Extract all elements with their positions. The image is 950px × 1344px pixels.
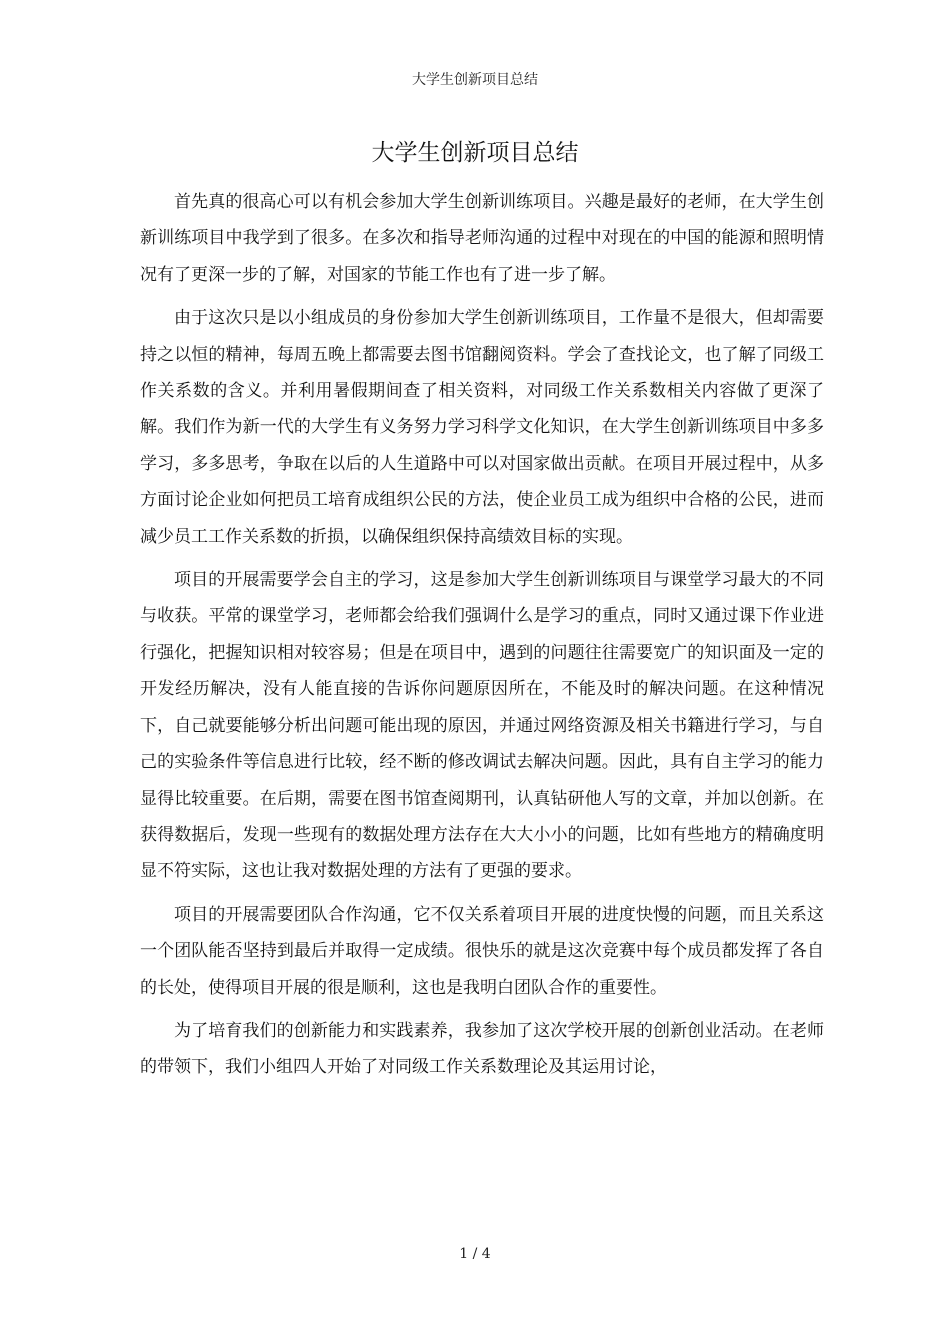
paragraph: 由于这次只是以小组成员的身份参加大学生创新训练项目，工作量不是很大，但却需要持之以恒的精神，每周五晚上都需要去图书馆翻阅资料。学会了查找论文，也了解了同级工作关系数的含义。并利用暑假期间查了相关资料，对同级工作关系数相关内容做了更深了解。我们作为新一代的大学生有义务努力学习科学文化知识，在大学生创新训练项目中多多学习，多多思考，争取在以后的人生道路中可以对国家做出贡献。在项目开展过程中，从多方面讨论企业如何把员工培育成组织公民的方法，使企业员工成为组织中合格的公民，进而减少员工工作关系数的折损，以确保组织保持高绩效目标的实现。	[140, 308, 824, 547]
document-body	[140, 184, 824, 1093]
running-header: 大学生创新项目总结	[412, 72, 538, 88]
paragraph: 项目的开展需要团队合作沟通，它不仅关系着项目开展的进度快慢的问题，而且关系这一个团队能否坚持到最后并取得一定成绩。很快乐的就是这次竞赛中每个成员都发挥了各自的长处，使得项目开展的很是顺利，这也是我明白团队合作的重要性。	[140, 904, 824, 998]
paragraph: 首先真的很高心可以有机会参加大学生创新训练项目。兴趣是最好的老师，在大学生创新训练项目中我学到了很多。在多次和指导老师沟通的过程中对现在的中国的能源和照明情况有了更深一步的了解，对国家的节能工作也有了进一步了解。	[140, 192, 824, 285]
paragraph: 为了培育我们的创新能力和实践素养，我参加了这次学校开展的创新创业活动。在老师的带领下，我们小组四人开始了对同级工作关系数理论及其运用讨论，	[140, 1020, 824, 1078]
paragraph: 项目的开展需要学会自主的学习，这是参加大学生创新训练项目与课堂学习最大的不同与收获。平常的课堂学习，老师都会给我们强调什么是学习的重点，同时又通过课下作业进行强化，把握知识相对较容易；但是在项目中，遇到的问题往往需要宽广的知识面及一定的开发经历解决，没有人能直接的告诉你问题原因所在，不能及时的解决问题。在这种情况下，自己就要能够分析出问题可能出现的原因，并通过网络资源及相关书籍进行学习，与自己的实验条件等信息进行比较，经不断的修改调试去解决问题。因此，具有自主学习的能力显得比较重要。在后期，需要在图书馆查阅期刊，认真钻研他人写的文章，并加以创新。在获得数据后，发现一些现有的数据处理方法存在大大小小的问题，比如有些地方的精确度明显不符实际，这也让我对数据处理的方法有了更强的要求。	[140, 570, 824, 882]
page-number: 1 / 4	[459, 1246, 491, 1262]
document-title: 大学生创新项目总结	[371, 140, 579, 166]
